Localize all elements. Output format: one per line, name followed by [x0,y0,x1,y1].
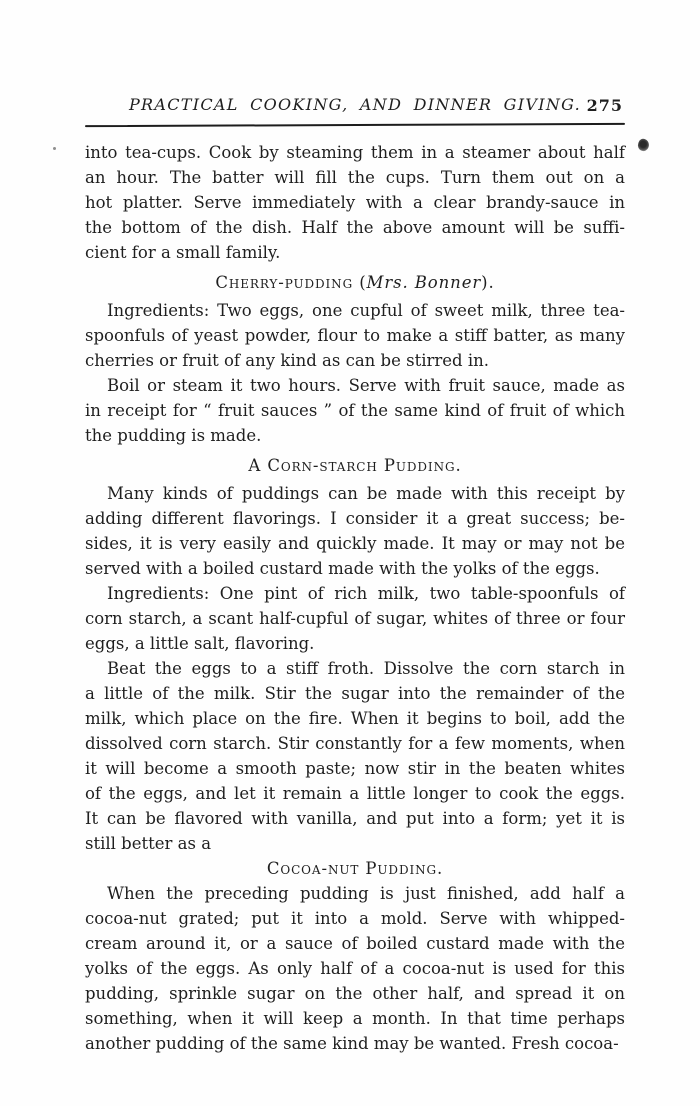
text-line: It can be flavored with vanilla, and put into a form; yet it is [85,809,625,828]
heading-segment: ). [481,273,495,292]
text-line: spoonfuls of yeast powder, flour to make a stiff batter, as many [85,326,625,345]
text-line: Ingredients: Two eggs, one cupful of sweet milk, three tea- [107,301,625,320]
heading-segment: Cherry-pudding [215,273,360,292]
text-line: Beat the eggs to a stiff froth. Dissolve the corn starch in [107,659,625,678]
text-line: milk, which place on the fire. When it begins to boil, add the [85,709,625,728]
paragraph [85,581,625,656]
text-line: Ingredients: One pint of rich milk, two table-spoonfuls of [107,584,625,603]
text-line: a little of the milk. Stir the sugar into the remainder of the [85,684,625,703]
section-heading [85,453,625,478]
heading-segment: Cocoa-nut Pudding. [266,859,444,878]
running-title: PRACTICAL COOKING, AND DINNER GIVING. [128,95,582,114]
paragraph [85,656,625,856]
header-rule-divider [85,123,625,127]
text-line: in receipt for “ fruit sauces ” of the same kind of fruit of which [85,401,625,420]
text-line: cherries or fruit of any kind as can be stirred in. [85,351,489,370]
text-line: into tea-cups. Cook by steaming them in a steamer about half [85,143,625,162]
text-line: cient for a small family. [85,243,281,262]
section-heading [85,270,625,295]
text-line: of the eggs, and let it remain a little longer to cook the eggs. [85,784,625,803]
scan-speck-artifact [53,147,56,150]
text-line: served with a boiled custard made with the yolks of the eggs. [85,559,600,578]
text-line: Many kinds of puddings can be made with this receipt by [107,484,625,503]
text-line: Boil or steam it two hours. Serve with fruit sauce, made as [107,376,625,395]
text-line: corn starch, a scant half-cupful of sugar, whites of three or four [85,609,625,628]
text-line: an hour. The batter will fill the cups. Turn them out on a [85,168,625,187]
text-line: yolks of the eggs. As only half of a cocoa-nut is used for this [85,959,625,978]
paragraph [85,140,625,265]
running-header [85,95,625,117]
text-line: the pudding is made. [85,426,262,445]
heading-segment: Mrs. Bonner [366,273,482,292]
text-line: When the preceding pudding is just finished, add half a [107,884,625,903]
ink-blot-artifact [636,137,650,152]
book-page [85,95,625,1056]
paragraph [85,373,625,448]
text-line: pudding, sprinkle sugar on the other half, and spread it on [85,984,625,1003]
text-line: hot platter. Serve immediately with a clear brandy-sauce in [85,193,625,212]
text-line: eggs, a little salt, flavoring. [85,634,315,653]
text-line: another pudding of the same kind may be wanted. Fresh cocoa- [85,1034,619,1053]
text-line: dissolved corn starch. Stir constantly for a few moments, when [85,734,625,753]
text-line: adding different flavorings. I consider it a great success; be- [85,509,625,528]
text-line: the bottom of the dish. Half the above amount will be suffi- [85,218,625,237]
text-line: cocoa-nut grated; put it into a mold. Serve with whipped- [85,909,625,928]
paragraph [85,481,625,581]
paragraph [85,881,625,1056]
page-number: 275 [586,96,623,115]
text-line: something, when it will keep a month. In that time perhaps [85,1009,625,1028]
page-body [85,140,625,1056]
heading-segment: ( [359,273,367,292]
paragraph [85,298,625,373]
text-line: sides, it is very easily and quickly made. It may or may not be [85,534,625,553]
text-line: cream around it, or a sauce of boiled custard made with the [85,934,625,953]
section-heading [85,856,625,881]
text-line: still better as a [85,834,212,853]
heading-segment: A Corn-starch Pudding. [248,456,462,475]
text-line: it will become a smooth paste; now stir in the beaten whites [85,759,625,778]
